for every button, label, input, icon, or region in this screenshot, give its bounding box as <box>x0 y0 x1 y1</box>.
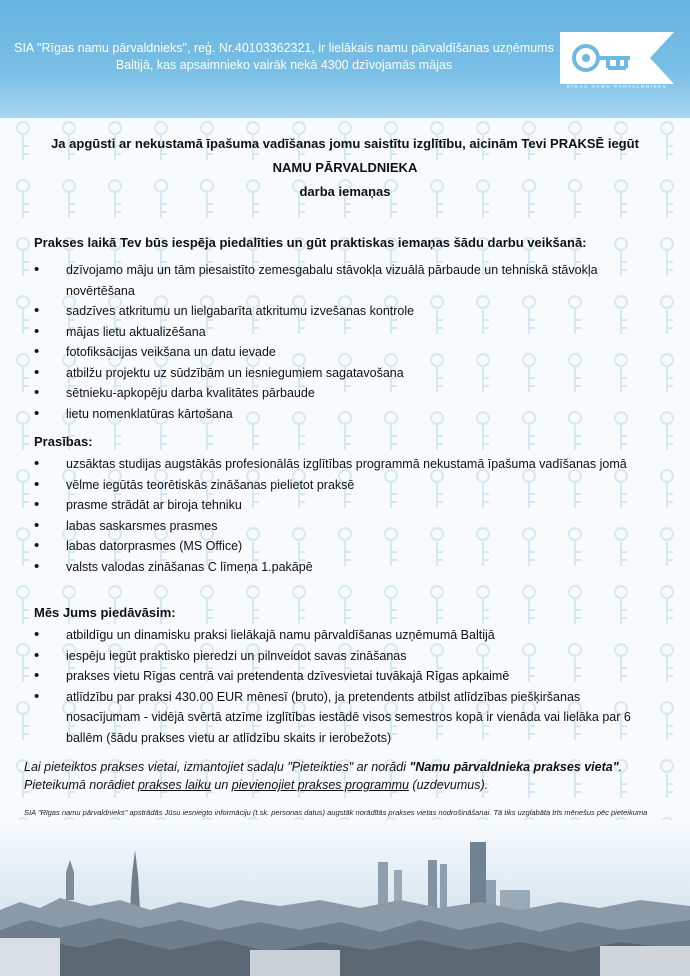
pievienojiet-programmu-link[interactable]: pievienojiet prakses programmu <box>231 778 409 792</box>
intro-block <box>0 132 690 204</box>
apply-reference: "Namu pārvaldnieka prakses vieta" <box>409 760 619 774</box>
tasks-title: Prakses laikā Tev būs iespēja piedalīties un gūt praktiskas iemaņas šādu darbu veikšanā: <box>34 235 587 250</box>
apply-text: . Pieteikumā norādiet <box>24 760 623 792</box>
prakses-laiku-link[interactable]: prakses laiku <box>137 778 211 792</box>
apply-text: Lai pieteiktos prakses vietai, izmantojiet sadaļu "Pieteikties" ar norādi <box>24 760 410 774</box>
offer-title: Mēs Jums piedāvāsim: <box>34 605 176 620</box>
list-item: • sētnieku-apkopēju darba kvalitātes pārbaude <box>34 383 654 404</box>
header-banner <box>0 0 690 118</box>
list-item: • sadzīves atkritumu un lielgabarīta atkritumu izvešanas kontrole <box>34 301 654 322</box>
list-item: • uzsāktas studijas augstākās profesionālās izglītības programmā nekustamā īpašuma vadīšanas jomā <box>34 454 654 475</box>
list-item: • labas datorprasmes (MS Office) <box>34 536 654 557</box>
list-item: • dzīvojamo māju un tām piesaistīto zemesgabalu stāvokļa vizuālā pārbaude un tehniskā stāvokļa novērtēšana <box>34 260 654 301</box>
list-item: • labas saskarsmes prasmes <box>34 516 654 537</box>
list-item: • vēlme iegūtās teorētiskās zināšanas pielietot praksē <box>34 475 654 496</box>
list-item: • atbilžu projektu uz sūdzībām un iesniegumiem sagatavošana <box>34 363 654 384</box>
requirements-title: Prasības: <box>34 434 93 449</box>
privacy-line: SIA "Rīgas namu pārvaldnieks" apstrādās Jūsu iesniegto informāciju (t.sk. personas datus) augstāk norādītās prakses vietas nodrošināšanai. Tā tiks uzglabāta trīs mēnešus pēc pieteikuma <box>24 808 648 817</box>
list-item: • iespēju iegūt praktisko pieredzi un pilnveidot savas zināšanas <box>34 646 654 667</box>
list-item: • fotofiksācijas veikšana un datu ievade <box>34 342 654 363</box>
position-title: NAMU PĀRVALDNIEKA <box>272 160 418 175</box>
list-item: • mājas lietu aktualizēšana <box>34 322 654 343</box>
list-item: • atlīdzību par praksi 430.00 EUR mēnesī (bruto), ja pretendents atbilst atlīdzības piešķiršanas nosacījumam - vidējā svērtā atzīme izglītības iestādē visos semestros kopā ir vienāda vai lielāka par 6 ballēm (šādu prakses vietu ar atlīdzību skaits ir ierobežots) <box>34 687 654 749</box>
intro-subtitle: darba iemaņas <box>299 184 391 199</box>
requirements-list <box>34 454 654 577</box>
apply-instructions <box>24 758 669 794</box>
list-item: • lietu nomenklatūras kārtošana <box>34 404 654 425</box>
list-item: • prasme strādāt ar biroja tehniku <box>34 495 654 516</box>
apply-text: un <box>210 778 232 792</box>
offer-list <box>34 625 654 748</box>
riga-skyline-image <box>0 820 690 976</box>
list-item: • prakses vietu Rīgas centrā vai pretendenta dzīvesvietai tuvākajā Rīgas apkaimē <box>34 666 654 687</box>
apply-text: (uzdevumus). <box>408 778 489 792</box>
company-description: SIA "Rīgas namu pārvaldnieks", reģ. Nr.40103362321, ir lielākais namu pārvaldīšanas uzņēmums Baltijā, kas apsaimnieko vairāk nekā 4300 dzīvojamās mājas <box>14 41 554 72</box>
list-item: • atbildīgu un dinamisku praksi lielākajā namu pārvaldīšanas uzņēmumā Baltijā <box>34 625 654 646</box>
logo-caption: RĪGAS NAMU PĀRVALDNIEKS <box>566 84 668 89</box>
tasks-list <box>34 260 654 424</box>
intro-line: Ja apgūsti ar nekustamā īpašuma vadīšanas jomu saistītu izglītību, aicinām Tevi PRAKSĒ iegūt <box>51 136 639 151</box>
list-item: • valsts valodas zināšanas C līmeņa 1.pakāpē <box>34 557 654 578</box>
